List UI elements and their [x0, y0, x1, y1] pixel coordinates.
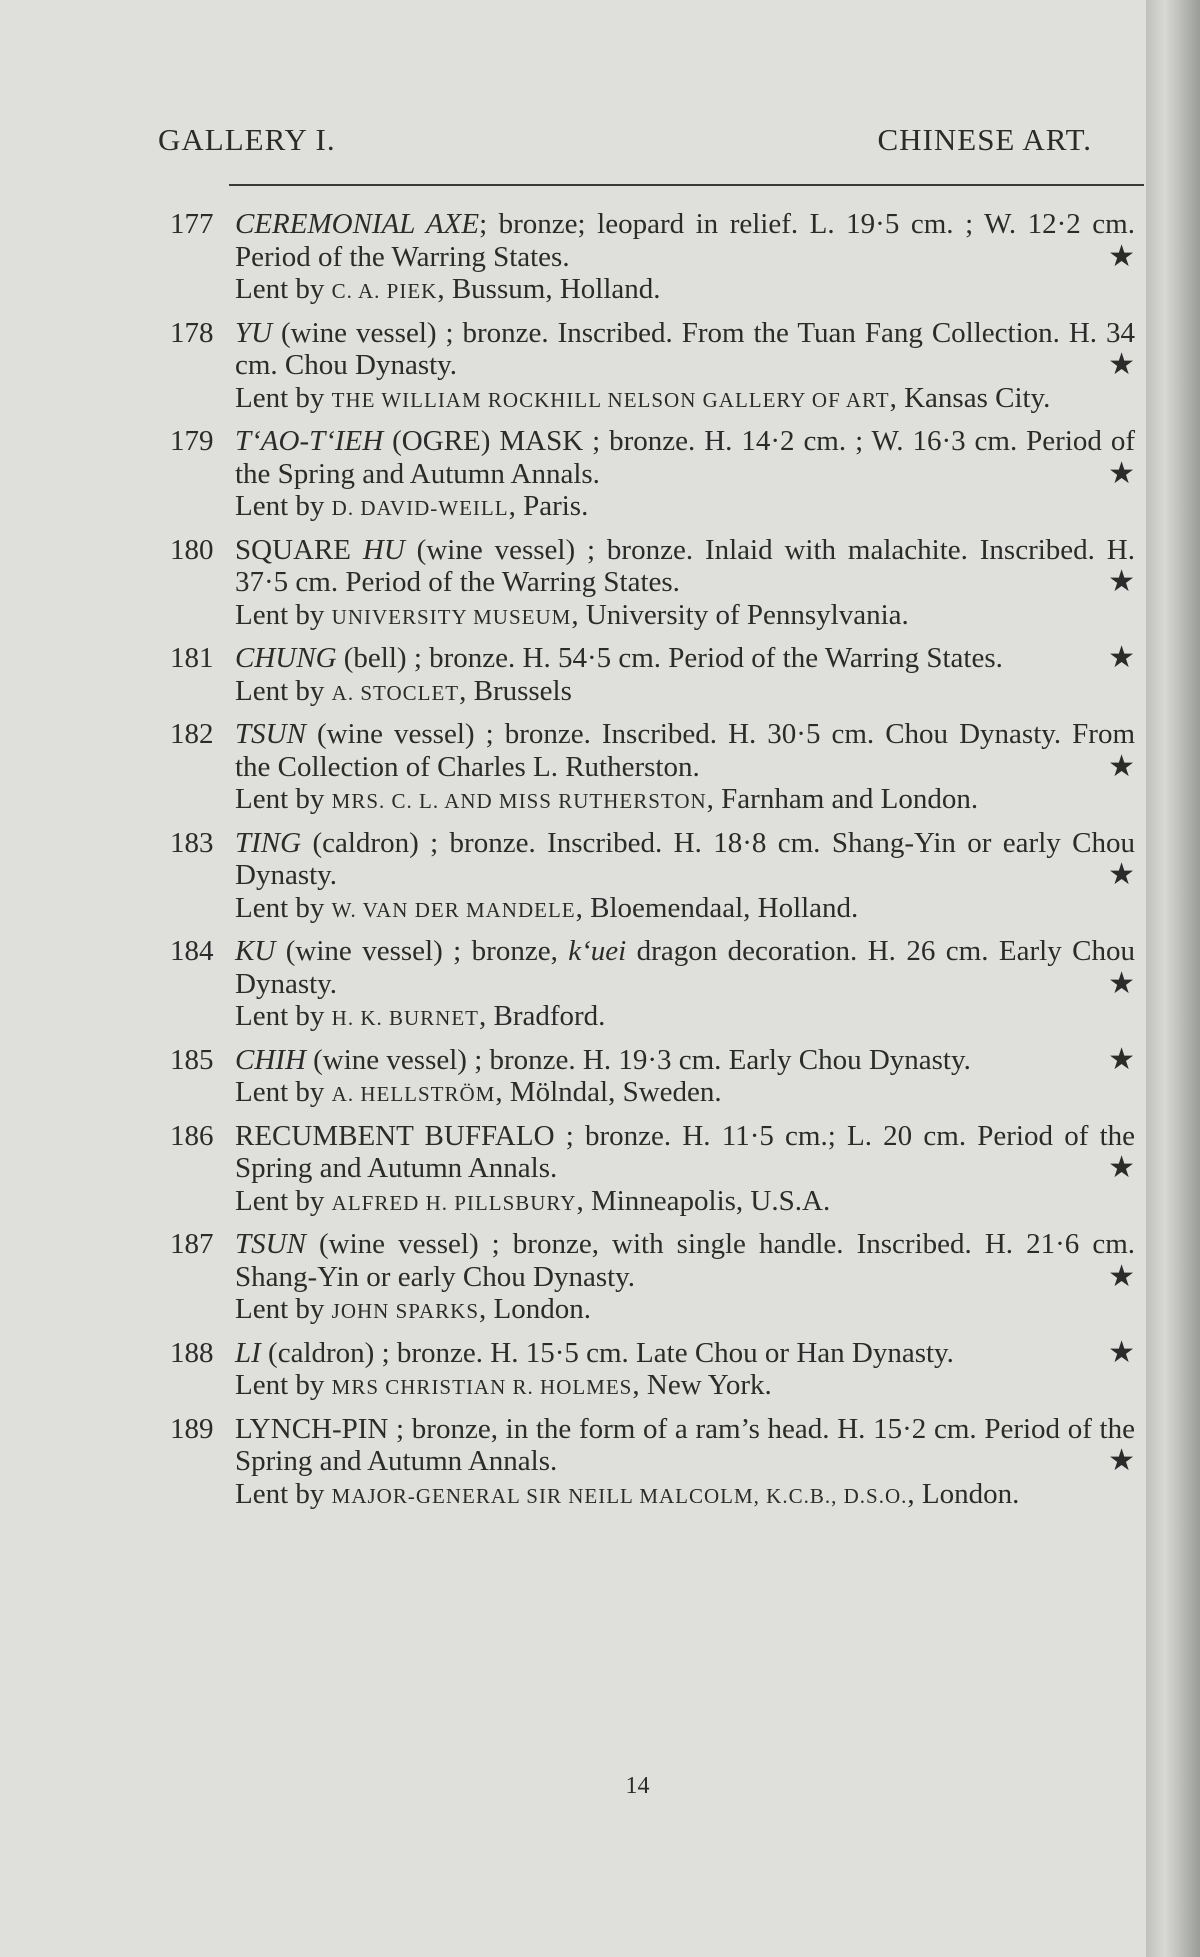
entry-title-italic: YU [235, 316, 273, 349]
entry-title-italic: HU [362, 533, 405, 566]
entry-description [235, 1120, 1135, 1185]
entry-description [235, 317, 1135, 382]
entry-number: 188 [170, 1336, 214, 1369]
entry-body [235, 642, 1135, 709]
lender-name: MAJOR-GENERAL SIR NEILL MALCOLM, K.C.B., D.S.O. [331, 1483, 908, 1508]
entry-lender [235, 892, 1135, 927]
entry-title-italic: CEREMONIAL AXE [235, 208, 480, 240]
page-number: 14 [625, 1773, 650, 1799]
star-icon: ★ [1108, 239, 1135, 273]
lender-name: W. VAN DER MANDELE [331, 897, 576, 922]
star-icon: ★ [1108, 456, 1135, 490]
entry-number: 182 [170, 718, 214, 750]
lent-by-label: Lent by [235, 1477, 325, 1510]
lender-place: , Farnham and London. [706, 783, 979, 815]
entry-lender [235, 1000, 1135, 1035]
entry-number: 180 [170, 533, 214, 566]
lender-name: A. STOCLET [331, 680, 460, 705]
entry-number: 189 [170, 1412, 214, 1445]
catalogue-entry [170, 935, 1135, 1035]
entry-lender [235, 1369, 1135, 1404]
lent-by-label: Lent by [235, 381, 325, 414]
entry-description [235, 425, 1135, 490]
entry-lender [235, 382, 1135, 417]
star-icon: ★ [1108, 749, 1135, 783]
lender-place: , Kansas City. [889, 381, 1051, 414]
star-icon: ★ [1108, 1151, 1135, 1184]
star-icon: ★ [1108, 565, 1135, 598]
catalogue-entry [170, 208, 1135, 308]
entry-description [235, 1044, 1135, 1077]
entry-description [235, 935, 1135, 1000]
entry-number: 181 [170, 642, 214, 674]
lent-by-label: Lent by [235, 273, 325, 305]
entry-lender [235, 1076, 1135, 1111]
entry-details: ; bronze. H. 11·5 cm.; L. 20 cm. Period of the Spring and Autumn Annals. [235, 1119, 1135, 1184]
lent-by-label: Lent by [235, 1000, 325, 1032]
entry-details: (bell) ; bronze. H. 54·5 cm. Period of the Warring States. [336, 642, 1003, 674]
entry-body [235, 1228, 1135, 1328]
entry-details: ; bronze, in the form of a ram’s head. H. 15·2 cm. Period of the Spring and Autumn Annals. [235, 1412, 1135, 1477]
catalogue-entry [170, 718, 1135, 818]
lender-name: MRS. C. L. AND MISS RUTHERSTON [331, 789, 707, 813]
entry-description [235, 718, 1135, 783]
lender-place: , University of Pennsylvania. [571, 598, 909, 631]
entry-details: (wine vessel) ; bronze. H. 19·3 cm. Early Chou Dynasty. [305, 1043, 971, 1076]
entry-description [235, 827, 1135, 892]
lent-by-label: Lent by [235, 1293, 325, 1325]
lent-by-label: Lent by [235, 1184, 325, 1217]
entry-lender [235, 1478, 1135, 1513]
lender-place: , London. [907, 1477, 1020, 1510]
entry-number: 186 [170, 1119, 214, 1152]
lender-name: ALFRED H. PILLSBURY [331, 1190, 577, 1215]
entry-lender [235, 599, 1135, 634]
entry-body [235, 1337, 1135, 1404]
entry-body [235, 1413, 1135, 1513]
book-spine-shadow [1146, 0, 1200, 1957]
entry-body [235, 1044, 1135, 1111]
entry-description [235, 208, 1135, 273]
lender-place: , Paris. [508, 490, 589, 522]
catalogue-entry [170, 1337, 1135, 1404]
entry-number: 183 [170, 826, 214, 859]
catalogue-entry [170, 425, 1135, 525]
entry-description [235, 1337, 1135, 1370]
lent-by-label: Lent by [235, 891, 325, 924]
entry-body [235, 935, 1135, 1035]
entry-title-roman: RECUMBENT BUFFALO [235, 1119, 555, 1152]
star-icon: ★ [1108, 966, 1135, 1000]
entry-lender [235, 1185, 1135, 1220]
star-icon: ★ [1108, 1042, 1135, 1076]
entry-number: 179 [170, 425, 214, 457]
lender-name: UNIVERSITY MUSEUM [331, 604, 572, 629]
entry-body [235, 317, 1135, 417]
star-icon: ★ [1108, 1335, 1135, 1369]
star-icon: ★ [1108, 858, 1135, 891]
catalogue-entries [170, 208, 1135, 1521]
entry-title-roman: SQUARE [235, 533, 363, 566]
entry-body [235, 534, 1135, 634]
gallery-heading: GALLERY I. [158, 122, 336, 157]
entry-details: (caldron) ; bronze. Inscribed. H. 18·8 cm. Shang-Yin or early Chou Dynasty. [235, 826, 1135, 891]
entry-lender [235, 1293, 1135, 1328]
lender-name: MRS CHRISTIAN R. HOLMES [331, 1375, 633, 1399]
lent-by-label: Lent by [235, 598, 325, 631]
entry-number: 178 [170, 316, 214, 349]
lender-place: , Mölndal, Sweden. [495, 1076, 722, 1108]
lender-name: THE WILLIAM ROCKHILL NELSON GALLERY OF ART [331, 387, 890, 412]
lender-name: A. HELLSTRÖM [331, 1082, 496, 1106]
entry-details-cont: dragon decoration. H. 26 cm. Early Chou Dynasty. [235, 935, 1135, 1000]
entry-description [235, 1228, 1135, 1293]
star-icon: ★ [1108, 1444, 1135, 1477]
entry-title-italic: TSUN [235, 1228, 306, 1260]
star-icon: ★ [1108, 1259, 1135, 1293]
entry-details: (wine vessel) ; bronze, [275, 935, 569, 967]
lender-name: D. DAVID-WEILL [331, 496, 509, 520]
catalogue-entry [170, 1120, 1135, 1220]
lender-place: , Bradford. [479, 1000, 606, 1032]
entry-title-italic: TING [235, 826, 302, 859]
entry-body [235, 1120, 1135, 1220]
entry-title-italic: LI [235, 1336, 261, 1369]
entry-title-italic: CHIH [235, 1043, 306, 1076]
entry-title-italic: CHUNG [235, 642, 337, 674]
catalogue-entry [170, 534, 1135, 634]
entry-details: (wine vessel) ; bronze. Inscribed. H. 30·5 cm. Chou Dynasty. From the Collection of Charles L. Rutherston. [235, 718, 1135, 783]
entry-details: (wine vessel) ; bronze. Inlaid with malachite. Inscribed. H. 37·5 cm. Period of the Warring States. [235, 533, 1136, 598]
entry-details: (wine vessel) ; bronze. Inscribed. From the Tuan Fang Collection. H. 34 cm. Chou Dynasty. [235, 316, 1135, 381]
entry-number: 185 [170, 1043, 214, 1076]
entry-body [235, 827, 1135, 927]
catalogue-entry [170, 1413, 1135, 1513]
entry-lender [235, 490, 1135, 525]
header-rule [229, 184, 1144, 186]
entry-lender [235, 273, 1135, 308]
catalogue-entry [170, 827, 1135, 927]
lender-place: , Minneapolis, U.S.A. [576, 1184, 831, 1217]
lent-by-label: Lent by [235, 1369, 325, 1401]
entry-title-italic: TSUN [235, 718, 306, 750]
entry-title-italic: T‘AO-T‘IEH [235, 425, 384, 457]
entry-number: 184 [170, 935, 214, 967]
entry-title-roman: LYNCH-PIN [235, 1412, 389, 1445]
lender-place: , New York. [632, 1369, 772, 1401]
entry-number: 177 [170, 208, 214, 240]
entry-body [235, 208, 1135, 308]
lender-name: C. A. PIEK [331, 279, 438, 303]
entry-details: (caldron) ; bronze. H. 15·5 cm. Late Chou or Han Dynasty. [260, 1336, 954, 1369]
lender-place: , Brussels [459, 674, 572, 707]
star-icon: ★ [1108, 641, 1135, 674]
entry-description [235, 1413, 1135, 1478]
entry-description [235, 534, 1135, 599]
lender-place: , Bloemendaal, Holland. [575, 891, 859, 924]
lent-by-label: Lent by [235, 783, 325, 815]
catalogue-entry [170, 642, 1135, 709]
lent-by-label: Lent by [235, 1076, 325, 1108]
entry-description [235, 642, 1135, 675]
entry-lender [235, 675, 1135, 710]
lent-by-label: Lent by [235, 674, 325, 707]
entry-lender [235, 783, 1135, 818]
catalogue-entry [170, 1228, 1135, 1328]
entry-details: (OGRE) MASK ; bronze. H. 14·2 cm. ; W. 16·3 cm. Period of the Spring and Autumn Annals. [235, 425, 1135, 490]
running-head [158, 122, 1092, 158]
lender-place: , London. [479, 1293, 591, 1325]
catalogue-entry [170, 1044, 1135, 1111]
star-icon: ★ [1108, 348, 1135, 381]
catalogue-entry [170, 317, 1135, 417]
entry-details: (wine vessel) ; bronze, with single handle. Inscribed. H. 21·6 cm. Shang-Yin or early Chou Dynasty. [235, 1228, 1135, 1293]
entry-body [235, 718, 1135, 818]
lender-place: , Bussum, Holland. [437, 273, 661, 305]
lender-name: JOHN SPARKS [331, 1299, 480, 1323]
section-heading: CHINESE ART. [877, 122, 1092, 157]
entry-body [235, 425, 1135, 525]
entry-details: ; bronze; leopard in relief. L. 19·5 cm. ; W. 12·2 cm. Period of the Warring States. [235, 208, 1135, 273]
entry-title-italic: KU [235, 935, 276, 967]
lent-by-label: Lent by [235, 490, 325, 522]
entry-term-italic: k‘uei [568, 935, 627, 967]
lender-name: H. K. BURNET [331, 1006, 479, 1030]
entry-number: 187 [170, 1228, 214, 1260]
